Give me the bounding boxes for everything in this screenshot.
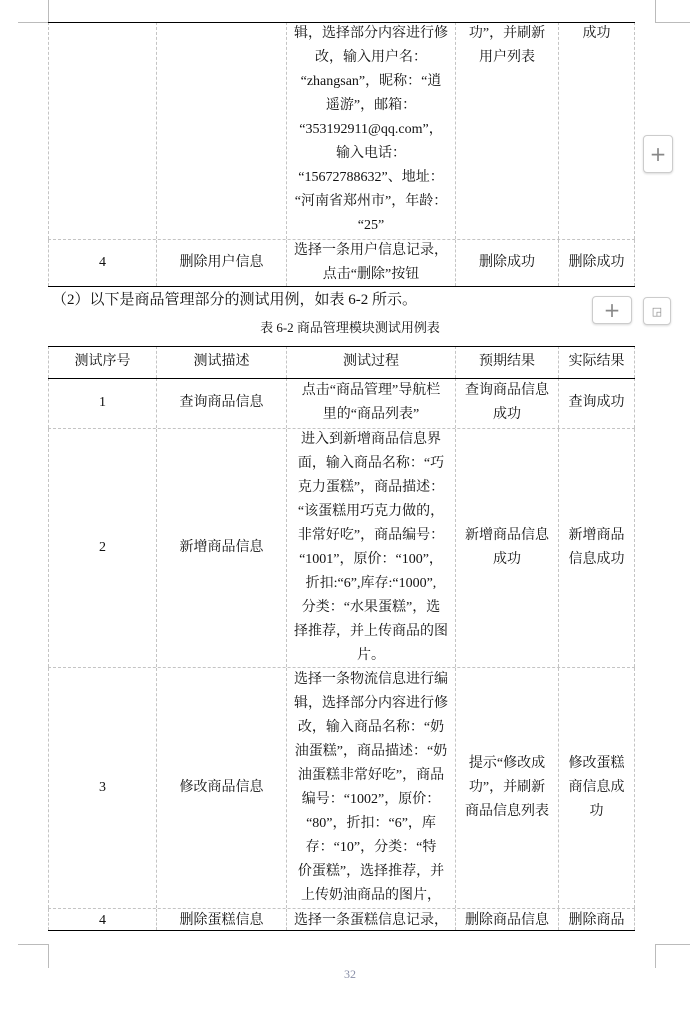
cell-text-line: 删除商品 (568, 913, 625, 928)
cell-text-line: 修改蛋糕 (568, 756, 625, 771)
header-cell (156, 346, 286, 378)
table-cell (286, 429, 455, 667)
cell-text-line: “zhangsan”，昵称：“逍 (300, 74, 442, 89)
table-cell (455, 22, 558, 239)
cell-text-line: 1 (99, 395, 106, 410)
cell-text-line: 删除用户信息 (179, 255, 264, 270)
table-cell (48, 22, 156, 239)
cell-text-line: 油蛋糕非常好吃”，商品 (297, 768, 445, 783)
cell-text-line: 新增商品信息 (179, 540, 264, 555)
cell-text-line: 分类：“水果蛋糕”，选 (301, 600, 441, 615)
table-row (48, 908, 635, 930)
table-cell (48, 240, 156, 286)
cell-text-line: 查询商品信息 (179, 395, 264, 410)
cell-text-line: 选择一条蛋糕信息记录， (294, 913, 448, 928)
cell-text-line: 功”，并刷新 (468, 780, 546, 795)
cell-text-line: “河南省郑州市”，年龄： (294, 194, 448, 209)
expand-icon: ◲ (651, 304, 663, 318)
cell-text-line: 查询成功 (568, 395, 625, 410)
cell-text-line: 商品信息列表 (465, 804, 549, 819)
table-border (48, 930, 635, 931)
cell-text-line: 改，输入用户名： (315, 50, 427, 65)
table-cell (48, 668, 156, 908)
cell-text-line: 3 (99, 780, 106, 795)
cell-text-line: 点击“商品管理”导航栏 (301, 383, 441, 398)
table-cell (156, 240, 286, 286)
cell-text-line: 测试序号 (74, 354, 131, 369)
table-cell (156, 429, 286, 667)
page-number: 32 (344, 967, 356, 981)
cell-text-line: 点击“删除”按钮 (322, 267, 420, 282)
cell-text-line: 改，输入商品名称：“奶 (297, 720, 445, 735)
cell-text-line: 功”，并刷新 (468, 26, 546, 41)
table-row (48, 239, 635, 286)
table-cell (455, 909, 558, 930)
table-border (48, 22, 635, 23)
cell-text-line: 进入到新增商品信息界 (301, 432, 441, 447)
table-caption: 表 6-2 商品管理模块测试用例表 (260, 320, 440, 335)
cell-text-line: “1001”，原价：“100”， (299, 552, 443, 567)
cell-text-line: 测试描述 (193, 354, 250, 369)
cell-text-line: 片。 (357, 648, 385, 663)
cell-text-line: 油蛋糕”，商品描述：“奶 (294, 744, 448, 759)
cell-text-line: 遥游”，邮箱： (325, 98, 417, 113)
body-paragraph: （2）以下是商品管理部分的测试用例，如表 6-2 所示。 (52, 292, 417, 308)
cell-text-line: “80”，折扣：“6”，库 (306, 816, 436, 831)
cell-text-line: 成功 (493, 407, 521, 422)
cell-text-line: 功 (589, 804, 604, 819)
cell-text-line: 删除商品信息 (465, 913, 549, 928)
table-row (48, 428, 635, 667)
corner-mark-top-left (18, 22, 48, 23)
header-cell (48, 346, 156, 378)
cell-text-line: “353192911@qq.com”， (299, 122, 443, 137)
cell-text-line: 辑，选择部分内容进行修 (294, 696, 448, 711)
corner-mark-top-right (655, 22, 690, 23)
cell-text-line: 成功 (493, 552, 521, 567)
cell-text-line: 新增商品信息 (465, 528, 549, 543)
cell-text-line: 选择一条物流信息进行编 (294, 672, 448, 687)
table-border (48, 346, 635, 347)
table-border (48, 378, 635, 379)
cell-text-line: 新增商品 (568, 528, 625, 543)
table-header-row (48, 346, 635, 378)
header-cell (455, 346, 558, 378)
expand-button[interactable] (643, 297, 671, 325)
plus-icon: + (603, 298, 621, 322)
cell-text-line: 实际结果 (568, 354, 625, 369)
cell-text-line: 删除成功 (568, 255, 625, 270)
cell-text-line: 里的“商品列表” (322, 407, 420, 422)
cell-text-line: 价蛋糕”，选择推荐，并 (297, 864, 445, 879)
table-border (48, 286, 635, 287)
table-cell (156, 668, 286, 908)
cell-text-line: 修改商品信息 (179, 780, 264, 795)
add-block-button[interactable] (643, 135, 673, 173)
cell-text-line: 择推荐，并上传商品的图 (294, 624, 448, 639)
plus-icon: + (649, 142, 667, 166)
table-cell (156, 378, 286, 428)
table-cell (558, 668, 635, 908)
cell-text-line: 编号：“1002”，原价： (301, 792, 441, 807)
table-cell (286, 668, 455, 908)
cell-text-line: 选择一条用户信息记录， (294, 243, 448, 258)
cell-text-line: “该蛋糕用巧克力做的， (297, 504, 445, 519)
table-cell (558, 909, 635, 930)
cell-text-line: “25” (357, 218, 385, 233)
corner-mark-bottom-left (48, 944, 49, 968)
table-cell (558, 429, 635, 667)
cell-text-line: 删除成功 (479, 255, 535, 270)
table-cell (48, 909, 156, 930)
cell-text-line: 2 (99, 540, 106, 555)
header-cell (286, 346, 455, 378)
table-cell (286, 378, 455, 428)
cell-text-line: 查询商品信息 (465, 383, 549, 398)
cell-text-line: 上传奶油商品的图片， (301, 888, 441, 903)
table-cell (455, 429, 558, 667)
cell-text-line: 4 (99, 913, 106, 928)
table-cell (455, 668, 558, 908)
cell-text-line: 信息成功 (568, 552, 625, 567)
cell-text-line: 测试过程 (343, 354, 399, 369)
table-row (48, 378, 635, 428)
table-cell (455, 378, 558, 428)
cell-text-line: 商信息成 (568, 780, 625, 795)
corner-mark-top-left (48, 0, 49, 22)
cell-text-line: 删除蛋糕信息 (179, 913, 264, 928)
cell-text-line: 辑，选择部分内容进行修 (294, 26, 448, 41)
table-cell (455, 240, 558, 286)
corner-mark-top-right (655, 0, 656, 22)
cell-text-line: “15672788632”、地址： (298, 170, 444, 185)
table-cell (48, 378, 156, 428)
table-cell (48, 429, 156, 667)
cell-text-line: 4 (99, 255, 106, 270)
add-inline-button[interactable] (592, 296, 632, 324)
cell-text-line: 面，输入商品名称：“巧 (297, 456, 445, 471)
table-row (48, 667, 635, 908)
header-cell (558, 346, 635, 378)
cell-text-line: 成功 (582, 26, 611, 41)
table-cell (286, 909, 455, 930)
corner-mark-bottom-right (655, 944, 690, 945)
table-row (48, 22, 635, 239)
cell-text-line: 输入电话： (336, 146, 406, 161)
cell-text-line: 折扣:“6”,库存:“1000”, (305, 576, 437, 591)
table-cell (286, 240, 455, 286)
cell-text-line: 存：“10”，分类：“特 (305, 840, 437, 855)
table-cell (558, 240, 635, 286)
cell-text-line: 预期结果 (479, 354, 535, 369)
table-cell (558, 378, 635, 428)
cell-text-line: 用户列表 (479, 50, 535, 65)
table-cell (156, 909, 286, 930)
corner-mark-bottom-left (18, 944, 48, 945)
corner-mark-bottom-right (655, 944, 656, 968)
table-cell (156, 22, 286, 239)
cell-text-line: 克力蛋糕”，商品描述： (297, 480, 445, 495)
cell-text-line: 非常好吃”，商品编号： (297, 528, 445, 543)
table-cell (286, 22, 455, 239)
cell-text-line: 提示“修改成 (468, 756, 546, 771)
table-cell (558, 22, 635, 239)
